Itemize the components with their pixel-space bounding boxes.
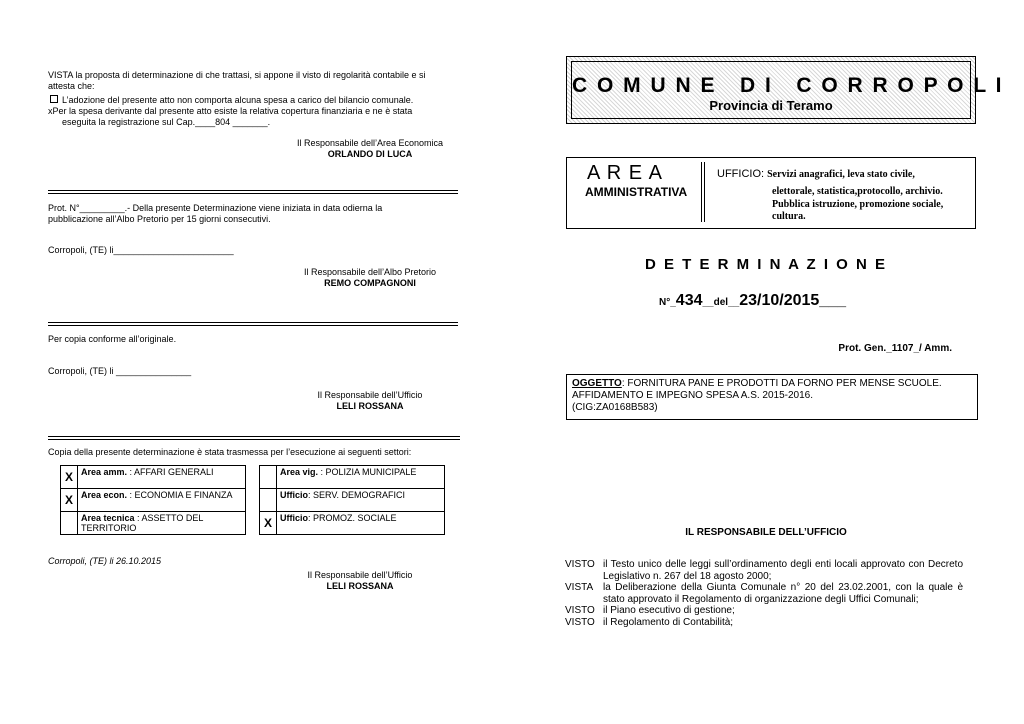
trasmessa-text: Copia della presente determinazione è stata trasmessa per l’esecuzione ai seguenti settori: — [48, 447, 412, 457]
settore-mark: X — [61, 489, 78, 512]
resp-albo-name: REMO COMPAGNONI — [324, 278, 416, 288]
settore-cell: Area econ. : ECONOMIA E FINANZA — [78, 489, 246, 512]
numero-prefix: N°_ — [659, 297, 676, 308]
pubblicazione-text: pubblicazione all’Albo Pretorio per 15 giorni consecutivi. — [48, 214, 271, 224]
data-firma: Corropoli, (TE) li 26.10.2015 — [48, 556, 162, 566]
checkbox-icon — [50, 95, 58, 103]
settore-cell: Area amm. : AFFARI GENERALI — [78, 466, 246, 489]
area-sub: AMMINISTRATIVA — [585, 185, 688, 199]
settore-row — [61, 466, 246, 489]
comune-header-box — [566, 56, 1004, 124]
copia-conforme-text: Per copia conforme all’originale. — [48, 334, 177, 344]
resp-economica-name: ORLANDO DI LUCA — [327, 149, 413, 159]
settori-table-left — [60, 465, 246, 535]
oggetto-line-1: : FORNITURA PANE E PRODOTTI DA FORNO PER MENSE SCUOLE. — [621, 378, 942, 389]
resp-ufficio-name-2: LELI ROSSANA — [326, 581, 394, 591]
ufficio-line-2: elettorale, statistica,protocollo, archivio. — [772, 186, 943, 197]
settore-row — [260, 512, 445, 535]
checkbox-label: L’adozione del presente atto non comporta alcuna spesa a carico del bilancio comunale. — [62, 95, 414, 105]
settori-table-right — [259, 465, 445, 535]
numero-suffix: ___ — [819, 292, 846, 309]
settore-mark — [260, 489, 277, 512]
settore-row — [260, 489, 445, 512]
visto-list — [565, 559, 963, 628]
oggetto-box — [566, 374, 978, 420]
oggetto-line-3: (CIG:ZA0168B583) — [572, 402, 658, 413]
resp-economica-label: Il Responsabile dell’Area Economica — [296, 138, 444, 148]
ufficio-line-1: Servizi anagrafici, leva stato civile, — [767, 169, 915, 180]
prot-text: Prot. N°_________.- Della presente Determinazione viene iniziata in data odierna la — [48, 203, 383, 213]
ufficio-label: UFFICIO: — [717, 168, 765, 180]
settore-cell: Area tecnica : ASSETTO DEL TERRITORIO — [78, 512, 246, 535]
visto-item: VISTO il Piano esecutivo di gestione; — [565, 605, 735, 616]
vista-regolarita-text: VISTA la proposta di determinazione di che trattasi, si appone il visto di regolarità contabile e si attesta che: — [48, 70, 426, 91]
resp-ufficio-label: Il Responsabile dell’Ufficio — [317, 390, 423, 400]
settore-row — [260, 466, 445, 489]
numero-line — [659, 292, 846, 310]
area-separator — [701, 162, 702, 222]
settore-cell: Ufficio: SERV. DEMOGRAFICI — [277, 489, 445, 512]
corropoli-date-line: Corropoli, (TE) li _______________ — [48, 366, 192, 376]
visto-item: VISTA la Deliberazione della Giunta Comunale n° 20 del 23.02.2001, con la quale è stato approvato il Regolamento di organizzazione degli Uffici Comunali; — [565, 582, 963, 605]
numero-value: 434 — [675, 292, 703, 309]
area-separator — [704, 162, 705, 222]
corropoli-date-line: Corropoli, (TE) li________________________ — [48, 245, 234, 255]
area-box — [566, 157, 976, 229]
settore-cell: Area vig. : POLIZIA MUNICIPALE — [277, 466, 445, 489]
del-label: __del__ — [702, 297, 740, 308]
visto-item: VISTO il Testo unico delle leggi sull’ordinamento degli enti locali approvato con Decreto Legislativo n. 267 del 18 agosto 2000; — [565, 559, 963, 582]
visto-item: VISTO il Regolamento di Contabilità; — [565, 616, 734, 628]
resp-ufficio-label-2: Il Responsabile dell’Ufficio — [307, 570, 413, 580]
divider-line — [48, 322, 458, 326]
settore-row — [61, 512, 246, 535]
copertura-text: xPer la spesa derivante dal presente atto esiste la relativa copertura finanziaria e ne è stata — [48, 106, 413, 116]
responsabile-title: IL RESPONSABILE DELL’UFFICIO — [685, 527, 847, 538]
settore-mark — [260, 466, 277, 489]
determinazione-title: D E T E R M I N A Z I O N E — [644, 256, 888, 273]
resp-ufficio-name: LELI ROSSANA — [336, 401, 404, 411]
registrazione-text: eseguita la registrazione sul Cap.____804 _______. — [62, 117, 271, 127]
oggetto-line-2: AFFIDAMENTO E IMPEGNO SPESA A.S. 2015-2016. — [572, 390, 814, 401]
comune-title: C O M U N E D I C O R R O P O L I — [572, 74, 1004, 97]
settore-mark — [61, 512, 78, 535]
settore-cell: Ufficio: PROMOZ. SOCIALE — [277, 512, 445, 535]
settore-mark: X — [260, 512, 277, 535]
data-value: 23/10/2015 — [739, 292, 820, 309]
area-label: A R E A — [587, 162, 663, 184]
prot-gen: Prot. Gen._1107_/ Amm. — [838, 343, 952, 354]
divider-line — [48, 190, 458, 194]
divider-line — [48, 436, 460, 440]
ufficio-line-4: cultura. — [772, 211, 806, 222]
oggetto-label: OGGETTO — [572, 378, 622, 389]
resp-albo-label: Il Responsabile dell’Albo Pretorio — [303, 267, 437, 277]
settore-mark: X — [61, 466, 78, 489]
checkbox-line — [48, 95, 468, 106]
ufficio-line-3: Pubblica istruzione, promozione sociale, — [772, 199, 944, 210]
provincia: Provincia di Teramo — [709, 98, 833, 113]
settore-row — [61, 489, 246, 512]
